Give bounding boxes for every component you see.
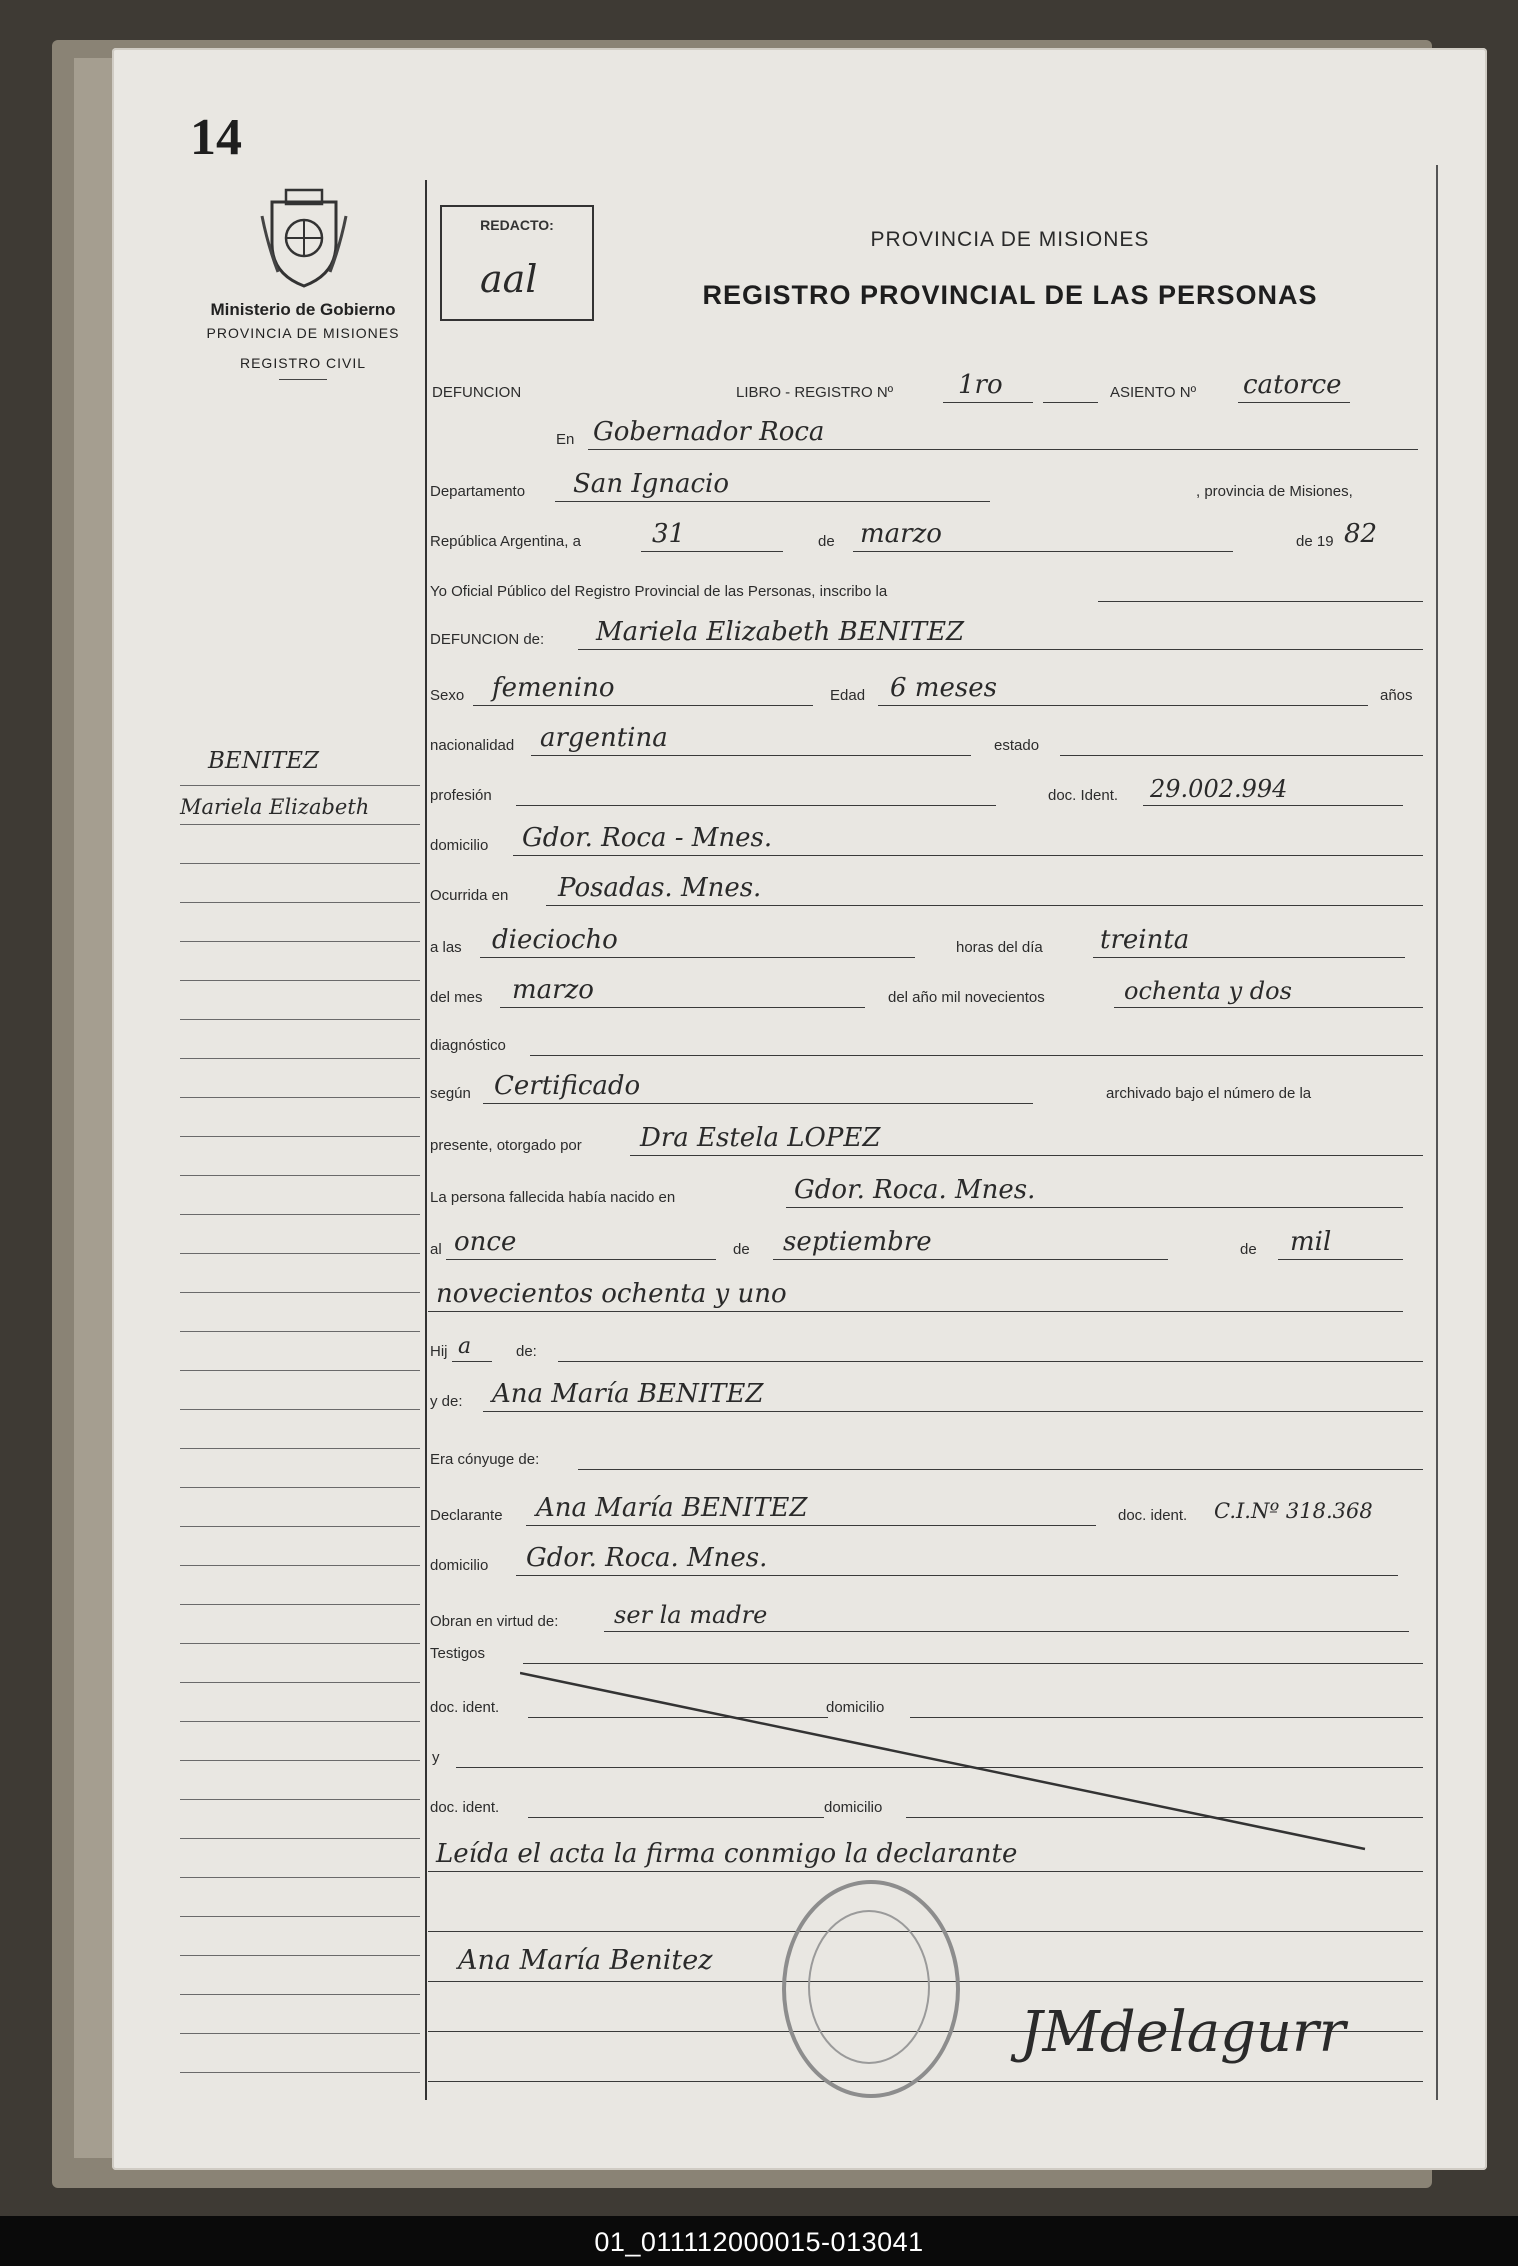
ministry-province: PROVINCIA DE MISIONES: [206, 325, 400, 341]
hij-label: Hij: [430, 1343, 448, 1360]
ministry-underline: [279, 379, 327, 380]
witness-cancel-stroke: [520, 1665, 1370, 1865]
margin-ruled-line: [180, 1838, 420, 1839]
delano-value: ochenta y dos: [1124, 977, 1292, 1005]
horas-value: treinta: [1100, 925, 1190, 955]
margin-ruled-line: [180, 902, 420, 903]
conyuge-label: Era cónyuge de:: [430, 1451, 540, 1468]
alas-value: dieciocho: [492, 925, 618, 955]
y-label: y: [432, 1749, 440, 1766]
defuncion-de-value: Mariela Elizabeth BENITEZ: [596, 617, 965, 647]
hij-value: a: [458, 1334, 472, 1359]
margin-ruled-line: [180, 824, 420, 825]
delano-line: [1114, 1007, 1423, 1009]
presente-value: Dra Estela LOPEZ: [640, 1123, 881, 1153]
al-line: [446, 1259, 716, 1261]
closing-line: [428, 1871, 1423, 1873]
type-label: DEFUNCION: [432, 384, 522, 401]
margin-ruled-line: [180, 1136, 420, 1137]
ocurrida-value: Posadas. Mnes.: [558, 873, 762, 903]
ministry-name: Ministerio de Gobierno: [210, 300, 396, 319]
asiento-line: [1238, 402, 1350, 404]
segun-label: según: [430, 1085, 471, 1102]
archivado-text: archivado bajo el número de la: [1106, 1085, 1312, 1102]
hij-de-label: de:: [516, 1343, 537, 1360]
provincia-suffix: , provincia de Misiones,: [1196, 483, 1353, 500]
sexo-value: femenino: [492, 673, 615, 703]
nacionalidad-label: nacionalidad: [430, 737, 515, 754]
row-ocurrida: [428, 870, 1423, 910]
decl-domicilio-label: domicilio: [430, 1557, 489, 1574]
departamento-label: Departamento: [430, 483, 526, 500]
row-hij: [428, 1326, 1423, 1366]
row-departamento: [428, 466, 1423, 506]
margin-ruled-line: [180, 1877, 420, 1878]
margin-ruled-line: [180, 1682, 420, 1683]
margin-ruled-line: [180, 941, 420, 942]
testigos-line: [523, 1663, 1423, 1665]
row-segun: [428, 1068, 1423, 1108]
redacto-label: REDACTO:: [480, 217, 554, 233]
nacido-label: La persona fallecida había nacido en: [430, 1189, 676, 1206]
segun-line: [483, 1103, 1033, 1105]
margin-ruled-line: [180, 1175, 420, 1176]
margin-ruled-line: [180, 1370, 420, 1371]
testigos-label: Testigos: [430, 1645, 486, 1662]
domicilio-label: domicilio: [430, 837, 489, 854]
row-en: [428, 414, 1423, 454]
row-nacionalidad: [428, 720, 1423, 760]
margin-surname: BENITEZ: [208, 748, 320, 774]
yde-value: Ana María BENITEZ: [492, 1379, 764, 1409]
yde-label: y de:: [430, 1393, 463, 1410]
diagnostico-line: [530, 1055, 1423, 1057]
ocurrida-line: [546, 905, 1423, 907]
t1-doc-label: doc. ident.: [430, 1699, 500, 1716]
declarante-line: [526, 1525, 1096, 1527]
alas-line: [480, 957, 915, 959]
margin-ruled-line: [180, 2072, 420, 2073]
obran-label: Obran en virtud de:: [430, 1613, 559, 1630]
t2-doc-label: doc. ident.: [430, 1799, 500, 1816]
right-border: [1436, 165, 1438, 2100]
horas-label: horas del día: [956, 939, 1043, 956]
margin-ruled-line: [180, 1292, 420, 1293]
yde-line: [483, 1411, 1423, 1413]
decl-domicilio-line: [516, 1575, 1398, 1577]
declarante-value: Ana María BENITEZ: [536, 1493, 808, 1523]
ministry-office: REGISTRO CIVIL: [239, 355, 367, 371]
official-seal: [782, 1880, 960, 2098]
hij-line: [452, 1361, 492, 1363]
en-label: En: [556, 431, 575, 448]
domicilio-value: Gdor. Roca - Mnes.: [522, 823, 773, 853]
margin-ruled-line: [180, 1019, 420, 1020]
row-presente: [428, 1120, 1423, 1160]
continuation-line: [428, 1311, 1403, 1313]
edad-value: 6 meses: [890, 673, 997, 703]
estado-line: [1060, 755, 1423, 757]
asiento-value: catorce: [1243, 370, 1342, 400]
margin-ruled-line: [180, 1955, 420, 1956]
image-caption: 01_011112000015-013041: [594, 2227, 924, 2257]
edad-line: [878, 705, 1368, 707]
row-libro: [428, 367, 1423, 407]
libro-label: LIBRO - REGISTRO Nº: [736, 384, 894, 401]
margin-ruled-line: [180, 863, 420, 864]
margin-ruled-line: [180, 1916, 420, 1917]
horas-line: [1093, 957, 1405, 959]
margin-ruled-line: [180, 980, 420, 981]
doc-value: 29.002.994: [1150, 775, 1288, 803]
margin-ruled-line: [180, 1409, 420, 1410]
declarante-label: Declarante: [430, 1507, 503, 1524]
row-domicilio: [428, 820, 1423, 860]
republica-label: República Argentina, a: [430, 533, 581, 550]
nacido-line: [786, 1207, 1403, 1209]
hij-de-line: [558, 1361, 1423, 1363]
diagnostico-label: diagnóstico: [430, 1037, 506, 1054]
continuation-value: novecientos ochenta y uno: [436, 1279, 787, 1309]
anos-label: años: [1380, 687, 1413, 704]
departamento-line: [555, 501, 990, 503]
presente-line: [630, 1155, 1423, 1157]
oficial-text: Yo Oficial Público del Registro Provincial de las Personas, inscribo la: [430, 583, 888, 600]
row-hora: [428, 922, 1423, 962]
defuncion-de-line: [578, 649, 1423, 651]
nacionalidad-line: [531, 755, 971, 757]
sexo-label: Sexo: [430, 687, 465, 704]
demil-label: de: [1240, 1241, 1257, 1258]
sept-value: septiembre: [783, 1227, 932, 1257]
month-value: marzo: [860, 519, 942, 549]
margin-ruled-line: [180, 2033, 420, 2034]
row-nacido: [428, 1172, 1423, 1212]
t2-dom-label: domicilio: [824, 1799, 883, 1816]
defuncion-de-label: DEFUNCION de:: [430, 631, 545, 648]
libro-value: 1ro: [958, 370, 1003, 400]
asiento-label: ASIENTO Nº: [1110, 384, 1197, 401]
row-oficial: [428, 566, 1423, 606]
redacto-box: [440, 205, 594, 321]
mil-value: mil: [1290, 1227, 1332, 1257]
official-signature: JMdelagurr: [1020, 2000, 1346, 2065]
row-decl-domicilio: [428, 1540, 1423, 1580]
margin-divider: [425, 180, 427, 2100]
libro-line-2: [1043, 402, 1098, 404]
estado-label: estado: [994, 737, 1040, 754]
day-value: 31: [652, 519, 686, 549]
blank-line-3: [428, 2081, 1423, 2083]
presente-label: presente, otorgado por: [430, 1137, 582, 1154]
margin-ruled-line: [180, 1448, 420, 1449]
page-number: 14: [190, 109, 242, 166]
nacido-value: Gdor. Roca. Mnes.: [794, 1175, 1036, 1205]
nacionalidad-value: argentina: [540, 723, 668, 753]
delmes-value: marzo: [512, 975, 594, 1005]
decl-domicilio-value: Gdor. Roca. Mnes.: [526, 1543, 768, 1573]
mil-line: [1278, 1259, 1403, 1261]
de2-label: de: [733, 1241, 750, 1258]
decl-doc-value: C.I.Nº 318.368: [1214, 1499, 1373, 1523]
doc-label: doc. Ident.: [1048, 787, 1119, 804]
declarant-signature: Ana María Benitez: [458, 1945, 713, 1976]
margin-ruled-line: [180, 1994, 420, 1995]
row-conyuge: [428, 1434, 1423, 1474]
de1-label: de: [818, 533, 835, 550]
year-value: 82: [1344, 519, 1378, 549]
coat-of-arms-icon: [258, 186, 350, 290]
row-yde: [428, 1376, 1423, 1416]
row-continuation: [428, 1276, 1423, 1316]
delmes-label: del mes: [430, 989, 483, 1006]
en-line: [588, 449, 1418, 451]
margin-ruled-line: [180, 1565, 420, 1566]
al-label: al: [430, 1241, 442, 1258]
t1-dom-label: domicilio: [826, 1699, 885, 1716]
alas-label: a las: [430, 939, 462, 956]
row-al: [428, 1224, 1423, 1264]
row-fecha: [428, 516, 1423, 556]
al-value: once: [454, 1227, 517, 1257]
margin-ruled-line: [180, 1799, 420, 1800]
margin-ruled-line: [180, 1331, 420, 1332]
margin-ruled-line: [180, 1214, 420, 1215]
row-testigos: [428, 1628, 1423, 1668]
day-line: [641, 551, 783, 553]
row-declarante: [428, 1490, 1423, 1530]
redacto-initials: aal: [480, 257, 538, 301]
closing-text: Leída el acta la firma conmigo la declarante: [436, 1839, 1018, 1869]
row-sexo: [428, 670, 1423, 710]
profesion-line: [516, 805, 996, 807]
obran-value: ser la madre: [614, 1601, 768, 1629]
departamento-value: San Ignacio: [573, 469, 730, 499]
row-defuncion-de: [428, 614, 1423, 654]
delmes-line: [500, 1007, 865, 1009]
month-line: [853, 551, 1233, 553]
margin-ruled-line: [180, 1760, 420, 1761]
conyuge-line: [578, 1469, 1423, 1471]
row-mes: [428, 972, 1423, 1012]
profesion-label: profesión: [430, 787, 492, 804]
margin-ruled-line: [180, 785, 420, 786]
segun-value: Certificado: [494, 1071, 641, 1101]
margin-ruled-line: [180, 1487, 420, 1488]
edad-label: Edad: [830, 687, 866, 704]
ocurrida-label: Ocurrida en: [430, 887, 509, 904]
domicilio-line: [513, 855, 1423, 857]
margin-ruled-line: [180, 1253, 420, 1254]
oficial-line: [1098, 601, 1423, 603]
sexo-line: [473, 705, 813, 707]
margin-ruled-line: [180, 1721, 420, 1722]
ministry-block: [183, 300, 423, 380]
decl-doc-label: doc. ident.: [1118, 1507, 1188, 1524]
margin-given-names: Mariela Elizabeth: [180, 795, 370, 819]
libro-line: [943, 402, 1033, 404]
row-diagnostico: [428, 1020, 1423, 1060]
margin-ruled-line: [180, 1604, 420, 1605]
row-profesion: [428, 770, 1423, 810]
year-prefix: de 19: [1296, 533, 1334, 550]
delano-label: del año mil novecientos: [888, 989, 1045, 1006]
margin-ruled-line: [180, 1058, 420, 1059]
margin-ruled-line: [180, 1526, 420, 1527]
header-province: PROVINCIA DE MISIONES: [870, 228, 1150, 251]
margin-ruled-line: [180, 1643, 420, 1644]
header-registry: REGISTRO PROVINCIAL DE LAS PERSONAS: [702, 280, 1318, 310]
doc-line: [1143, 805, 1403, 807]
en-value: Gobernador Roca: [593, 417, 825, 447]
margin-ruled-line: [180, 1097, 420, 1098]
sept-line: [773, 1259, 1168, 1261]
